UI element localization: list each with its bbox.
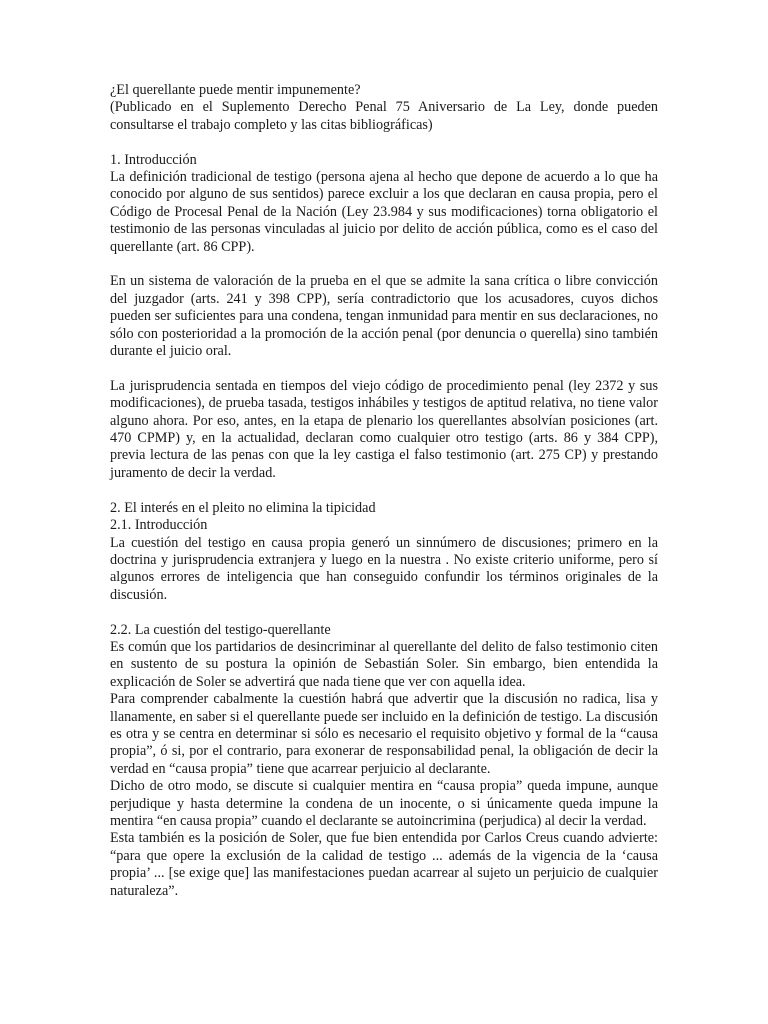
- section-1-paragraph-3: La jurisprudencia sentada en tiempos del viejo código de procedimiento penal (ley 2372 y sus modificaciones), de prueba tasada, testigos inhábiles y testigos de aptitud relativa, no tiene valor alguno ahora. Por eso, antes, en la etapa de plenario los querellantes absolvían posiciones (art. 470 CPMP) y, en la actualidad, declaran como cualquier otro testigo (arts. 86 y 384 CPP), previa lectura de las penas con que la ley castiga el falso testimonio (art. 275 CP) y prestando juramento de decir la verdad.: [110, 377, 658, 481]
- section-2-2-heading: 2.2. La cuestión del testigo-querellante: [110, 621, 331, 638]
- spacer: [110, 256, 658, 273]
- section-2-2-paragraph-4: Esta también es la posición de Soler, que fue bien entendida por Carlos Creus cuando advierte: “para que opere la exclusión de la calidad de testigo ... además de la vigencia de la ‘causa propia’ ... [se exige que] las manifestaciones puedan acarrear al sujeto un perjuicio de cualquier naturaleza”.: [110, 830, 658, 899]
- spacer: [110, 360, 658, 377]
- section-2-2-paragraph-2: Para comprender cabalmente la cuestión habrá que advertir que la discusión no radica, lisa y llanamente, en saber si el querellante puede ser incluido en la definición de testigo. La discusión es otra y se centra en determinar si sólo es necesario el requisito objetivo y formal de la “causa propia”, ó si, por el contrario, para exonerar de responsabilidad penal, la obligación de decir la verdad en “causa propia” tiene que acarrear perjuicio al declarante.: [110, 691, 658, 777]
- section-2-1-heading: 2.1. Introducción: [110, 517, 208, 534]
- document-title: ¿El querellante puede mentir impunemente?: [110, 82, 361, 98]
- publication-note: (Publicado en el Suplemento Derecho Penal 75 Aniversario de La Ley, donde pueden consultarse el trabajo completo y las citas bibliográficas): [110, 99, 658, 133]
- section-2-2-paragraph-1: Es común que los partidarios de desincriminar al querellante del delito de falso testimonio citen en sustento de su postura la opinión de Sebastián Soler. Sin embargo, bien entendida la explicación de Soler se advertirá que nada tiene que ver con aquella idea.: [110, 638, 658, 690]
- spacer: [110, 134, 658, 151]
- section-2-heading: 2. El interés en el pleito no elimina la tipicidad: [110, 499, 376, 516]
- spacer: [110, 482, 658, 499]
- document-page: [110, 82, 658, 900]
- section-1-paragraph-2: En un sistema de valoración de la prueba en el que se admite la sana crítica o libre convicción del juzgador (arts. 241 y 398 CPP), sería contradictorio que los acusadores, cuyos dichos pueden ser suficientes para una condena, tengan inmunidad para mentir en sus declaraciones, no sólo con posterioridad a la promoción de la acción penal (por denuncia o querella) sino también durante el juicio oral.: [110, 273, 658, 360]
- section-2-1-paragraph: La cuestión del testigo en causa propia generó un sinnúmero de discusiones; primero en la doctrina y jurisprudencia extranjera y luego en la nuestra . No existe criterio uniforme, pero sí algunos errores de inteligencia que han conseguido confundir los términos originales de la discusión.: [110, 534, 658, 603]
- section-2-2-paragraph-3: Dicho de otro modo, se discute si cualquier mentira en “causa propia” queda impune, aunque perjudique y hasta determine la condena de un inocente, o si únicamente queda impune la mentira “en causa propia” cuando el declarante se autoincrimina (perjudica) al decir la verdad.: [110, 778, 658, 829]
- section-1-paragraph-1: La definición tradicional de testigo (persona ajena al hecho que depone de acuerdo a lo que ha conocido por alguno de sus sentidos) parece excluir a los que declaran en causa propia, pero el Código de Procesal Penal de la Nación (Ley 23.984 y sus modificaciones) torna obligatorio el testimonio de las personas vinculadas al juicio por delito de acción pública, como es el caso del querellante (art. 86 CPP).: [110, 169, 658, 255]
- section-1-heading: 1. Introducción: [110, 151, 197, 168]
- spacer: [110, 604, 658, 621]
